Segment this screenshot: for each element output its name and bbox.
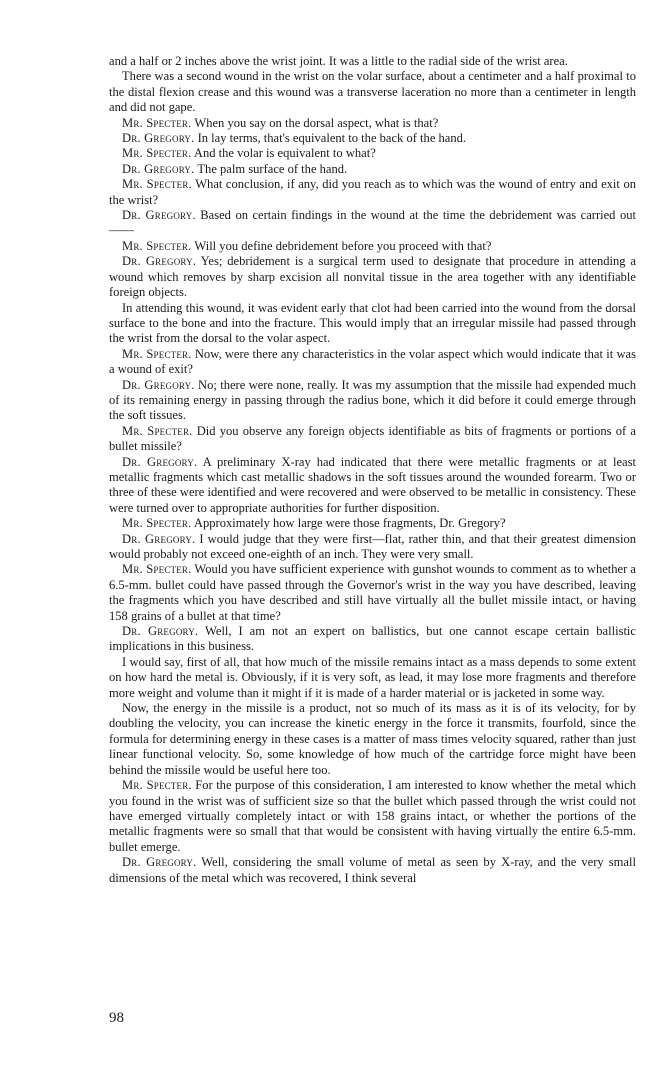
speaker-label: Mr. Specter. (122, 146, 192, 161)
paragraph (109, 116, 636, 131)
paragraph (109, 624, 636, 655)
paragraph-text: And the volar is equivalent to what? (193, 146, 376, 161)
paragraph-text: A preliminary X-ray had indicated that there were metallic fragments or at least metallic fragments which cast metallic shadows in the soft tissues around the wounded forearm. Two or three of these were identified and were recovered and were observed to be metallic in consistency. These were turned over to appropriate authorities for further disposition. (109, 454, 636, 515)
speaker-label: Dr. Gregory. (122, 131, 195, 146)
paragraph-text: In attending this wound, it was evident early that clot had been carried into the wound from the dorsal surface to the bone and into the fracture. This would imply that an irregular missile had passed through the wrist from the dorsal to the volar aspect. (109, 300, 636, 346)
paragraph-text: The palm surface of the hand. (197, 161, 348, 176)
paragraph-text: Now, the energy in the missile is a product, not so much of its mass as it is of its velocity, for by doubling the velocity, you can increase the kinetic energy in the force it transmits, fourfold, since the formula for determining energy in these cases is a matter of mass times velocity squared, rather than just linear functional velocity. So, some knowledge of how much of the cartridge force might have been behind the missile would be useful here too. (109, 701, 636, 777)
speaker-label: Dr. Gregory. (122, 624, 199, 639)
paragraph (109, 162, 636, 177)
paragraph (109, 239, 636, 254)
paragraph (109, 347, 636, 378)
paragraph (109, 208, 636, 239)
paragraph (109, 562, 636, 624)
paragraph-text: There was a second wound in the wrist on the volar surface, about a centimeter and a half proximal to the distal flexion crease and this wound was a transverse laceration no more than a centimeter in length and did not gape. (109, 69, 636, 115)
paragraph-text: I would say, first of all, that how much of the missile remains intact as a mass depends to some extent on how hard the metal is. Obviously, if it is very soft, as lead, it may lose more fragments and therefore more weight and volume than it might if it is made of a harder material or is jacketed in some way. (109, 654, 636, 700)
paragraph-text: In lay terms, that's equivalent to the back of the hand. (197, 131, 467, 146)
speaker-label: Mr. Specter. (122, 778, 192, 793)
paragraph-text: When you say on the dorsal aspect, what is that? (194, 115, 439, 130)
speaker-label: Dr. Gregory. (122, 454, 198, 469)
speaker-label: Dr. Gregory. (122, 531, 196, 546)
testimony-text (109, 54, 636, 886)
paragraph (109, 378, 636, 424)
paragraph-text: Approximately how large were those fragments, Dr. Gregory? (193, 516, 506, 531)
speaker-label: Mr. Specter. (122, 562, 192, 577)
speaker-label: Dr. Gregory. (122, 377, 195, 392)
paragraph (109, 855, 636, 886)
paragraph (109, 701, 636, 778)
page-number: 98 (109, 1010, 124, 1026)
paragraph-text: Will you define debridement before you proceed with that? (194, 238, 492, 253)
paragraph-text: Well, considering the small volume of metal as seen by X-ray, and the very small dimensions of the metal which was recovered, I think several (109, 855, 636, 885)
speaker-label: Mr. Specter. (122, 346, 192, 361)
paragraph (109, 301, 636, 347)
paragraph-text: No; there were none, really. It was my assumption that the missile had expended much of its remaining energy in passing through the radius bone, which it did before it could emerge through the soft tissues. (109, 377, 636, 423)
paragraph (109, 655, 636, 701)
paragraph-text: Yes; debridement is a surgical term used to designate that procedure in attending a wound which removes by sharp excision all nonvital tissue in the area together with any identifiable foreign objects. (109, 254, 637, 300)
paragraph-text: For the purpose of this consideration, I am interested to know whether the metal which you found in the wrist was of sufficient size so that the bullet which passed through the wrist could not have emerged virtually completely intact or with 158 grains intact, or whether the portions of the metallic fragments were so small that that would be consistent with having virtually the entire 6.5-mm. bullet emerge. (109, 778, 636, 854)
paragraph-text: Based on certain findings in the wound at the time the debridement was carried out—— (109, 208, 636, 238)
paragraph-text: Now, were there any characteristics in the volar aspect which would indicate that it was a wound of exit? (109, 346, 636, 377)
paragraph (109, 146, 636, 161)
paragraph-text: I would judge that they were first—flat, rather thin, and that their greatest dimension would probably not exceed one-eighth of an inch. They were very small. (109, 531, 636, 561)
speaker-label: Dr. Gregory. (122, 254, 197, 269)
speaker-label: Mr. Specter. (122, 423, 193, 438)
speaker-label: Mr. Specter. (122, 238, 192, 253)
speaker-label: Mr. Specter. (122, 177, 192, 192)
speaker-label: Dr. Gregory. (122, 208, 196, 223)
paragraph-text: Well, I am not an expert on ballistics, but one cannot escape certain ballistic implications in this business. (109, 624, 636, 654)
paragraph-text: and a half or 2 inches above the wrist joint. It was a little to the radial side of the wrist area. (109, 54, 568, 68)
paragraph (109, 778, 636, 855)
paragraph (109, 254, 636, 300)
speaker-label: Mr. Specter. (122, 115, 192, 130)
paragraph (109, 177, 636, 208)
speaker-label: Mr. Specter. (122, 516, 192, 531)
speaker-label: Dr. Gregory. (122, 161, 195, 176)
speaker-label: Dr. Gregory. (122, 855, 197, 870)
paragraph (109, 532, 636, 563)
paragraph-text: What conclusion, if any, did you reach as to which was the wound of entry and exit on the wrist? (109, 177, 636, 207)
paragraph (109, 54, 636, 69)
paragraph-text: Would you have sufficient experience with gunshot wounds to comment as to whether a 6.5-mm. bullet could have passed through the Governor's wrist in the way you have described, leaving the fragments which you have described and still have virtually all the bullet missile intact, or having 158 grains of a bullet at that time? (109, 562, 637, 623)
paragraph-text: Did you observe any foreign objects identifiable as bits of fragments or portions of a bullet missile? (109, 423, 636, 454)
paragraph (109, 69, 636, 115)
paragraph (109, 131, 636, 146)
paragraph (109, 455, 636, 517)
paragraph (109, 424, 636, 455)
paragraph (109, 516, 636, 531)
